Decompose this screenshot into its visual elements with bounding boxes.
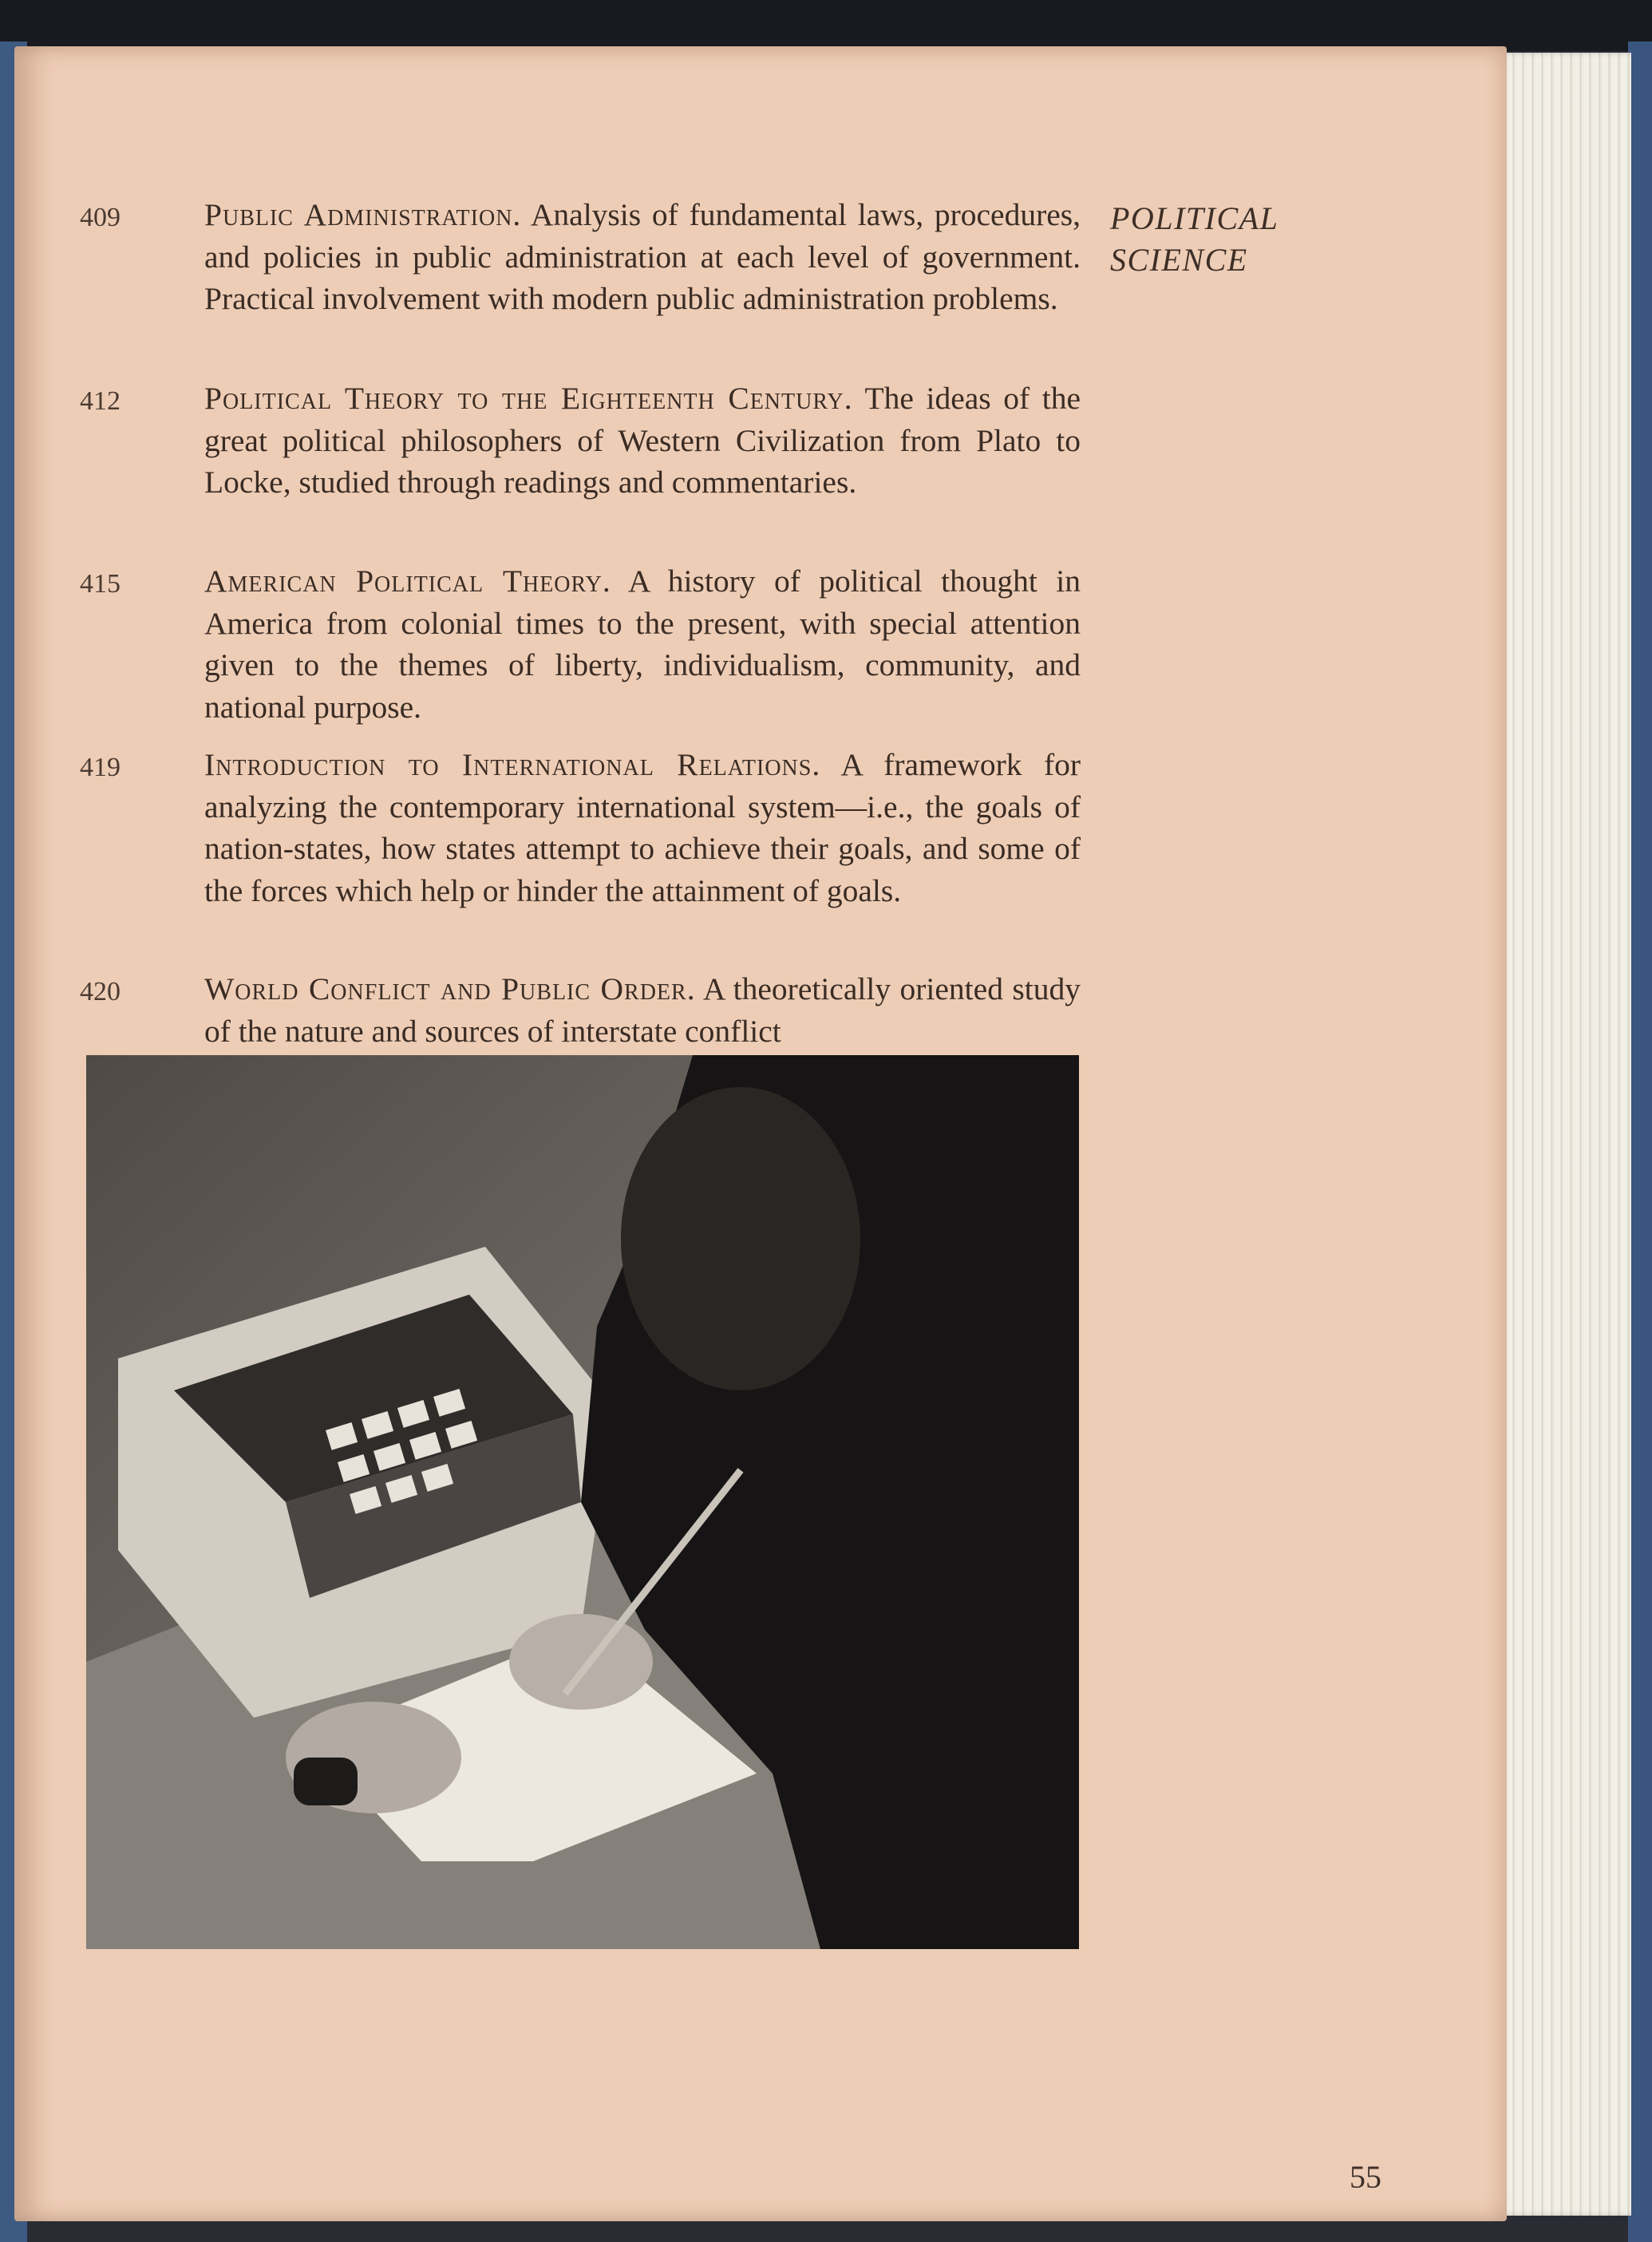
course-description: Analysis of fundamental laws, procedures, and policies in public administration at each level of government. Practical involvement with modern public administration problems. [204, 197, 1081, 316]
book-cover-right [1628, 42, 1652, 2242]
page-edges [1499, 53, 1631, 2216]
section-heading-line-2: SCIENCE [1110, 242, 1248, 278]
course-entry [204, 968, 1081, 1052]
course-title: American Political Theory. [204, 563, 611, 599]
photo-student-with-calculator-icon [86, 1055, 1079, 1949]
course-title: Political Theory to the Eighteenth Century. [204, 381, 853, 416]
page-number: 55 [1350, 2159, 1381, 2195]
course-description: A framework for analyzing the contemporary international system—i.e., the goals of nation-states, how states attempt to achieve their goals, and some of the forces which help or hinder the attainment of goals. [204, 747, 1081, 908]
course-title: Public Administration. [204, 197, 522, 232]
course-entry [204, 194, 1081, 320]
section-heading [1110, 198, 1429, 281]
section-heading-line-1: POLITICAL [1110, 200, 1279, 236]
course-entry [204, 378, 1081, 504]
course-number: 409 [80, 203, 121, 232]
course-title: Introduction to International Relations. [204, 747, 821, 782]
scan-background [0, 0, 1652, 51]
course-title: World Conflict and Public Order. [204, 971, 696, 1006]
course-description: The ideas of the great political philosophers of Western Civilization from Plato to Locke, studied through readings and commentaries. [204, 381, 1081, 500]
course-description: A theoretically oriented study of the nature and sources of interstate conflict [204, 971, 1081, 1049]
course-entry [204, 744, 1081, 911]
course-number: 412 [80, 386, 121, 416]
course-entry [204, 560, 1081, 728]
course-description: A history of political thought in America from colonial times to the present, with special attention given to the themes of liberty, individualism, community, and national purpose. [204, 563, 1081, 725]
book-page [14, 46, 1507, 2221]
course-number: 415 [80, 569, 121, 599]
course-number: 419 [80, 753, 121, 782]
course-number: 420 [80, 977, 121, 1006]
